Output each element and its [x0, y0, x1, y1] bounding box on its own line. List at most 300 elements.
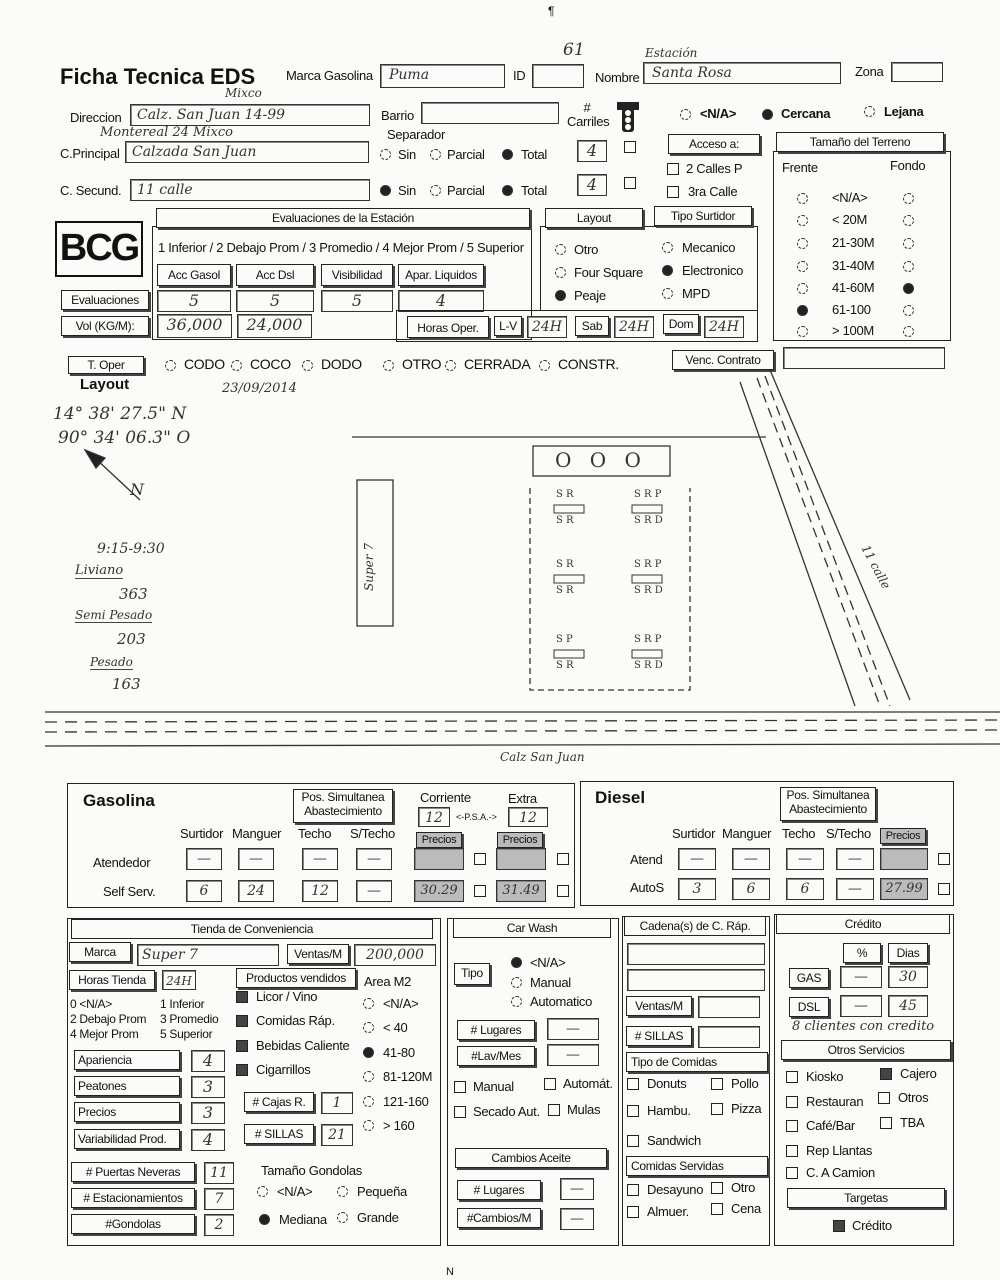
prox-cercana-label: Cercana: [781, 106, 831, 121]
eval-col-3: Apar. Liquidos: [398, 264, 484, 286]
pump-top-5: S R P: [634, 634, 662, 645]
rating-value-2[interactable]: 3: [191, 1102, 225, 1124]
toper-radio-5[interactable]: [539, 360, 550, 371]
rating-value-3[interactable]: 4: [191, 1129, 225, 1151]
cw-check-2[interactable]: [454, 1106, 466, 1118]
servicio-check-5[interactable]: [880, 1117, 892, 1129]
acceso-3ra-label: 3ra Calle: [688, 184, 738, 199]
toper-opt-2: DODO: [321, 356, 362, 372]
layout-radio-2[interactable]: [555, 290, 566, 301]
gas-self-1[interactable]: 24: [238, 880, 274, 902]
island-frame: [530, 488, 690, 690]
sab-label: Sab: [575, 316, 609, 336]
prox-na-label: <N/A>: [700, 106, 737, 121]
frente-radio-1[interactable]: [797, 215, 808, 226]
dsl-autos-1[interactable]: 6: [732, 878, 770, 900]
cw-label-0: <N/A>: [530, 955, 566, 970]
gas-corriente-field[interactable]: 12: [418, 807, 450, 827]
gas-col-1: Manguer: [232, 826, 282, 841]
cw-check-label-1: Automát.: [563, 1076, 613, 1091]
cambios-lugares-field[interactable]: —: [560, 1178, 594, 1200]
credito-dsl-pct[interactable]: —: [840, 995, 882, 1017]
gas-atend-2[interactable]: —: [302, 848, 338, 870]
serv-check-3[interactable]: [711, 1203, 723, 1215]
serv-check-0[interactable]: [627, 1184, 639, 1196]
rating-value-0[interactable]: 4: [191, 1050, 225, 1072]
tipo-label-0: Donuts: [647, 1076, 687, 1091]
product-label-1: Comidas Ráp.: [256, 1013, 335, 1028]
cw-check-label-0: Manual: [473, 1079, 514, 1094]
credito-gas-dias[interactable]: 30: [888, 966, 928, 988]
area-radio-5[interactable]: [363, 1120, 374, 1131]
product-label-0: Licor / Vino: [256, 989, 318, 1004]
tipo-check-3[interactable]: [711, 1103, 723, 1115]
tipo-check-1[interactable]: [711, 1078, 723, 1090]
tienda-marca-label: Marca: [69, 942, 131, 962]
pump-top-0: S R: [556, 489, 574, 500]
calz-label: Calz San Juan: [500, 750, 585, 764]
diesel-title: Diesel: [595, 788, 646, 807]
eval-value-2[interactable]: 5: [321, 290, 393, 312]
estac-label: # Estacionamientos: [71, 1188, 195, 1208]
area-label-0: <N/A>: [383, 996, 419, 1011]
tam-label-1: Pequeña: [357, 1184, 407, 1199]
cs-sin-label: Sin: [398, 183, 416, 198]
dsl-precios: Precios: [880, 828, 926, 844]
vol-dsl-field[interactable]: 24,000: [237, 314, 312, 338]
fondo-radio-6[interactable]: [903, 326, 914, 337]
barrio-field[interactable]: [421, 102, 559, 124]
nombre-note: Estación: [645, 46, 698, 60]
eval-value-3[interactable]: 4: [398, 290, 484, 312]
dsl-atend-3[interactable]: —: [836, 848, 874, 870]
cw-radio-1[interactable]: [511, 977, 522, 988]
servicio-check-7[interactable]: [786, 1167, 798, 1179]
dsl-autos-3[interactable]: —: [836, 878, 874, 900]
area-radio-1[interactable]: [363, 1022, 374, 1033]
tam-label-0: <N/A>: [277, 1184, 313, 1199]
tipo-check-2[interactable]: [627, 1105, 639, 1117]
layout-radio-1[interactable]: [555, 267, 566, 278]
cw-label-1: Manual: [530, 975, 571, 990]
sketch-lon: 90° 34' 06.3" O: [58, 428, 191, 448]
csecund-field[interactable]: 11 calle: [130, 179, 370, 201]
cadena-ventas-field[interactable]: [698, 996, 760, 1018]
servicio-check-0[interactable]: [786, 1071, 798, 1083]
toper-opt-5: CONSTR.: [558, 356, 619, 372]
csecund-label: C. Secund.: [60, 183, 122, 198]
gas-atend-chk-extra[interactable]: [557, 853, 569, 865]
contrato-label: Venc. Contrato: [672, 350, 774, 370]
cw-radio-0[interactable]: [511, 957, 522, 968]
brand-label: Marca Gasolina: [286, 68, 373, 83]
fondo-radio-0[interactable]: [903, 193, 914, 204]
cp-total-radio[interactable]: [502, 149, 513, 160]
gas-atend-price-extra[interactable]: [496, 848, 546, 870]
brand-field[interactable]: Puma: [380, 64, 505, 88]
dsl-autos-price[interactable]: 27.99: [880, 878, 928, 900]
servicio-label-2: Restauran: [806, 1094, 864, 1109]
terreno-fondo-label: Fondo: [890, 158, 926, 173]
gas-atend-price-corr[interactable]: [414, 848, 464, 870]
gas-extra-label: Extra: [508, 791, 537, 806]
bcg-logo: BCG: [55, 221, 143, 277]
dom-field[interactable]: 24H: [704, 316, 744, 338]
gas-atend-chk-corr[interactable]: [474, 853, 486, 865]
pump-bot-1: S R D: [634, 515, 663, 526]
product-check-1[interactable]: [236, 1015, 248, 1027]
puertas-label: # Puertas Neveras: [71, 1162, 195, 1182]
cadena-header: Cadena(s) de C. Ráp.: [624, 916, 766, 936]
cw-check-1[interactable]: [544, 1078, 556, 1090]
nombre-label: Nombre: [595, 70, 640, 85]
area-label-5: > 160: [383, 1118, 415, 1133]
toper-radio-0[interactable]: [165, 360, 176, 371]
pump-island-1: [632, 505, 662, 513]
carriles-label: # Carriles: [567, 100, 610, 129]
pump-top-1: S R P: [634, 489, 662, 500]
gas-col-0: Surtidor: [180, 826, 224, 841]
servicio-label-4: Café/Bar: [806, 1118, 855, 1133]
dsl-atend-chk[interactable]: [938, 853, 950, 865]
cw-check-0[interactable]: [454, 1081, 466, 1093]
road-11-center: [757, 378, 880, 706]
frente-radio-0[interactable]: [797, 193, 808, 204]
gas-self-price-corr[interactable]: 30.29: [414, 880, 464, 902]
acceso-2calles-label: 2 Calles P: [686, 161, 743, 176]
eval-header: Evaluaciones de la Estación: [156, 208, 530, 228]
gas-atend-0[interactable]: —: [186, 848, 222, 870]
prox-cercana-radio[interactable]: [762, 109, 773, 120]
direccion-field[interactable]: Calz. San Juan 14-99: [130, 104, 370, 126]
direccion-note: Mixco: [225, 86, 262, 100]
dsl-autos-chk[interactable]: [938, 883, 950, 895]
cw-check-label-2: Secado Aut.: [473, 1104, 540, 1119]
fondo-radio-5[interactable]: [903, 305, 914, 316]
surtidor-radio-2[interactable]: [662, 288, 673, 299]
product-check-2[interactable]: [236, 1040, 248, 1052]
cp-parcial-radio[interactable]: [430, 149, 441, 160]
gas-self-chk-extra[interactable]: [557, 885, 569, 897]
toper-opt-1: COCO: [250, 356, 291, 372]
gas-self-price-extra[interactable]: 31.49: [496, 880, 546, 902]
servicio-check-3[interactable]: [878, 1092, 890, 1104]
tipo-comidas-header: Tipo de Comidas: [626, 1052, 768, 1072]
terreno-size-1: < 20M: [832, 212, 867, 227]
serv-check-2[interactable]: [627, 1206, 639, 1218]
product-check-3[interactable]: [236, 1064, 248, 1076]
dsl-atend-2[interactable]: —: [786, 848, 824, 870]
servicio-check-2[interactable]: [786, 1096, 798, 1108]
pump-island-0: [554, 505, 584, 513]
servicio-label-3: Otros: [898, 1090, 929, 1105]
cw-label-2: Automatico: [530, 994, 593, 1009]
gas-col-2: Techo: [298, 826, 332, 841]
gas-pos-label: Pos. Simultanea Abastecimiento: [293, 789, 393, 823]
cadena-sillas-field[interactable]: [698, 1026, 760, 1048]
tipo-label-2: Hambu.: [647, 1103, 691, 1118]
eval-col-1: Acc Dsl: [236, 264, 314, 286]
servicio-label-5: TBA: [900, 1115, 925, 1130]
sillas-label: # SILLAS: [244, 1124, 314, 1144]
eval-row-label: Evaluaciones: [61, 290, 149, 310]
frente-radio-5[interactable]: [797, 305, 808, 316]
road-11-inner: [765, 376, 890, 706]
frente-radio-4[interactable]: [797, 283, 808, 294]
terreno-size-6: > 100M: [832, 323, 874, 338]
puertas-field[interactable]: 11: [204, 1162, 234, 1184]
nombre-field[interactable]: Santa Rosa: [643, 62, 841, 84]
credito-dsl-label: DSL: [789, 997, 829, 1017]
targetas-header: Targetas: [787, 1188, 945, 1208]
tipo-check-4[interactable]: [627, 1135, 639, 1147]
psa-label: <-P.S.A.->: [456, 812, 497, 822]
bottom-mark: N: [446, 1266, 454, 1278]
fondo-radio-1[interactable]: [903, 215, 914, 226]
eval-value-1[interactable]: 5: [236, 290, 314, 312]
gas-self-0[interactable]: 6: [186, 880, 222, 902]
gas-extra-field[interactable]: 12: [508, 807, 548, 827]
layout-opt-0: Otro: [574, 242, 599, 257]
fondo-radio-4[interactable]: [903, 283, 914, 294]
calz-center2: [45, 730, 1000, 732]
comidas-servidas-header: Comidas Servidas: [626, 1156, 768, 1176]
dsl-autos-0[interactable]: 3: [678, 878, 716, 900]
sab-field[interactable]: 24H: [614, 316, 654, 338]
pump-bot-2: S R: [556, 585, 574, 596]
tienda-marca-field[interactable]: Super 7: [137, 944, 279, 966]
dom-label: Dom: [663, 314, 699, 334]
area-radio-0[interactable]: [363, 998, 374, 1009]
dsl-atend-1[interactable]: —: [732, 848, 770, 870]
servicio-check-4[interactable]: [786, 1120, 798, 1132]
toper-opt-0: CODO: [184, 356, 225, 372]
acceso-3ra-check[interactable]: [667, 186, 679, 198]
cambios-header: Cambios Aceite: [455, 1148, 607, 1168]
cp-sin-radio[interactable]: [380, 149, 391, 160]
area-label-1: < 40: [383, 1020, 408, 1035]
cadena-ventas-label: Ventas/M: [626, 996, 692, 1016]
cs-sin-radio[interactable]: [380, 185, 391, 196]
surtidor-opt-0: Mecanico: [682, 240, 736, 255]
cw-check-label-3: Mulas: [567, 1102, 601, 1117]
cw-check-3[interactable]: [548, 1104, 560, 1116]
terreno-size-5: 61-100: [832, 302, 871, 317]
cs-parcial-label: Parcial: [447, 183, 485, 198]
tienda-header: Tienda de Conveniencia: [71, 919, 433, 939]
cs-parcial-radio[interactable]: [430, 185, 441, 196]
credito-opt-label: Crédito: [852, 1218, 892, 1233]
credito-opt-check[interactable]: [833, 1220, 845, 1232]
tam-radio-1[interactable]: [337, 1186, 348, 1197]
frente-radio-6[interactable]: [797, 326, 808, 337]
tienda-horas-label: Horas Tienda: [69, 970, 155, 990]
page-title: Ficha Tecnica EDS: [60, 64, 256, 89]
tienda-scale-2: 2 Debajo Prom: [70, 1012, 147, 1026]
eval-col-0: Acc Gasol: [157, 264, 231, 286]
sillas-field[interactable]: 21: [321, 1124, 353, 1146]
cw-radio-2[interactable]: [511, 996, 522, 1007]
sketch-date: 23/09/2014: [222, 381, 297, 396]
dsl-atend-price[interactable]: [880, 848, 928, 870]
cp-carriles-field[interactable]: 4: [577, 140, 607, 162]
frente-radio-3[interactable]: [797, 261, 808, 272]
cambios-count-field[interactable]: —: [560, 1208, 594, 1230]
tam-radio-0[interactable]: [257, 1186, 268, 1197]
terreno-size-3: 31-40M: [832, 258, 875, 273]
servicio-check-1[interactable]: [880, 1068, 892, 1080]
surtidor-radio-1[interactable]: [662, 265, 673, 276]
otros-servicios-header: Otros Servicios: [781, 1040, 951, 1060]
terreno-size-0: <N/A>: [832, 190, 868, 205]
zona-field[interactable]: [891, 62, 943, 82]
semi-label: Semi Pesado: [75, 608, 153, 622]
pesado-label: Pesado: [90, 655, 133, 669]
dsl-col-0: Surtidor: [672, 826, 716, 841]
dsl-autos-2[interactable]: 6: [786, 878, 824, 900]
dsl-atend-0[interactable]: —: [678, 848, 716, 870]
credito-gas-pct[interactable]: —: [840, 966, 882, 988]
cs-carriles-field[interactable]: 4: [577, 174, 607, 196]
id-label: ID: [513, 68, 526, 83]
layout-opt-2: Peaje: [574, 288, 606, 303]
pump-island-2: [554, 575, 584, 583]
layout-radio-0[interactable]: [555, 244, 566, 255]
north-arrowhead: [85, 450, 105, 468]
cadena-name1[interactable]: [627, 943, 765, 965]
gas-atend-3[interactable]: —: [356, 848, 392, 870]
cw-lugares-field[interactable]: —: [547, 1018, 599, 1040]
tipo-label-3: Pizza: [731, 1101, 762, 1116]
cambios-count-label: #Cambios/M: [457, 1208, 541, 1228]
id-field[interactable]: [532, 64, 584, 88]
horas-label: Horas Oper.: [407, 316, 489, 338]
toper-radio-4[interactable]: [445, 360, 456, 371]
toper-label: T. Oper: [68, 356, 144, 374]
tienda-scale-5: 5 Superior: [160, 1027, 213, 1041]
acceso-2calles-check[interactable]: [667, 163, 679, 175]
dsl-autos-label: AutoS: [630, 880, 664, 895]
cprincipal-field[interactable]: Calzada San Juan: [125, 141, 369, 163]
area-header: Area M2: [364, 974, 412, 989]
toper-radio-1[interactable]: [231, 360, 242, 371]
traffic-light-icon: [617, 102, 639, 134]
cp-total-label: Total: [521, 147, 547, 162]
pump-bot-0: S R: [556, 515, 574, 526]
sketch-lat: 14° 38' 27.5" N: [53, 404, 187, 424]
acceso-header: Acceso a:: [668, 134, 760, 154]
estac-field[interactable]: 7: [204, 1188, 234, 1210]
product-check-0[interactable]: [236, 991, 248, 1003]
servicio-check-6[interactable]: [786, 1145, 798, 1157]
tienda-ventas-field[interactable]: 200,000: [354, 944, 436, 966]
prox-na-radio[interactable]: [680, 109, 691, 120]
toper-radio-2[interactable]: [302, 360, 313, 371]
tienda-horas-field[interactable]: 24H: [162, 970, 196, 990]
frente-radio-2[interactable]: [797, 238, 808, 249]
tipo-label-4: Sandwich: [647, 1133, 701, 1148]
area-label-4: 121-160: [383, 1094, 429, 1109]
serv-label-0: Desayuno: [647, 1182, 704, 1197]
area-radio-3[interactable]: [363, 1071, 374, 1082]
pump-bot-4: S R: [556, 660, 574, 671]
tam-label-3: Grande: [357, 1210, 399, 1225]
cs-total-radio[interactable]: [502, 185, 513, 196]
product-label-2: Bebidas Caliente: [256, 1038, 350, 1053]
gondolas-field[interactable]: 2: [204, 1214, 234, 1236]
pesado-count: 163: [112, 675, 141, 693]
surtidor-radio-0[interactable]: [662, 242, 673, 253]
calz-center1: [45, 720, 1000, 722]
cadena-sillas-label: # SILLAS: [626, 1026, 692, 1046]
tam-radio-3[interactable]: [337, 1212, 348, 1223]
lv-field[interactable]: 24H: [527, 316, 567, 338]
tienda-scale-3: 3 Promedio: [160, 1012, 219, 1026]
eval-col-2: Visibilidad: [321, 264, 393, 286]
product-label-3: Cigarrillos: [256, 1062, 311, 1077]
vol-gas-field[interactable]: 36,000: [157, 314, 232, 338]
pump-top-3: S R P: [634, 559, 662, 570]
semi-count: 203: [117, 630, 146, 648]
north-label: N: [130, 480, 144, 499]
gas-self-chk-corr[interactable]: [474, 885, 486, 897]
cadena-name2[interactable]: [627, 969, 765, 991]
cw-lav-field[interactable]: —: [547, 1044, 599, 1066]
cajas-field[interactable]: 1: [321, 1092, 353, 1114]
cs-total-label: Total: [521, 183, 547, 198]
gondolas-label: #Gondolas: [71, 1214, 195, 1234]
layout-header: Layout: [545, 208, 643, 228]
gas-corriente-label: Corriente: [420, 790, 471, 805]
sketch-time: 9:15-9:30: [97, 541, 165, 557]
cs-check[interactable]: [624, 177, 636, 189]
prox-lejana-radio[interactable]: [864, 106, 875, 117]
gas-self-2[interactable]: 12: [302, 880, 338, 902]
cp-parcial-label: Parcial: [447, 147, 485, 162]
area-label-3: 81-120M: [383, 1069, 433, 1084]
carwash-tipo-label: Tipo: [454, 963, 490, 985]
fondo-radio-2[interactable]: [903, 238, 914, 249]
tipo-check-0[interactable]: [627, 1078, 639, 1090]
productos-header: Productos vendidos: [236, 968, 356, 988]
contrato-field[interactable]: [783, 347, 945, 369]
gas-atend-1[interactable]: —: [238, 848, 274, 870]
credito-pct-label: %: [843, 943, 881, 963]
servicio-label-6: Rep Llantas: [806, 1143, 873, 1158]
toper-radio-3[interactable]: [383, 360, 394, 371]
tam-radio-2[interactable]: [259, 1214, 270, 1225]
road-11-right: [770, 370, 910, 700]
toper-opt-4: CERRADA: [464, 356, 531, 372]
cp-sin-label: Sin: [398, 147, 416, 162]
serv-check-1[interactable]: [711, 1182, 723, 1194]
cp-check[interactable]: [624, 141, 636, 153]
terreno-size-4: 41-60M: [832, 280, 875, 295]
area-radio-4[interactable]: [363, 1096, 374, 1107]
eval-value-0[interactable]: 5: [157, 290, 231, 312]
rating-value-1[interactable]: 3: [191, 1076, 225, 1098]
rating-label-0: Apariencia: [74, 1050, 180, 1070]
credito-note: 8 clientes con credito: [792, 1019, 935, 1034]
id-value: 61: [563, 40, 585, 60]
carwash-header: Car Wash: [453, 918, 611, 938]
area-radio-2[interactable]: [363, 1047, 374, 1058]
credito-dsl-dias[interactable]: 45: [888, 995, 928, 1017]
fondo-radio-3[interactable]: [903, 261, 914, 272]
rating-label-3: Variabilidad Prod.: [74, 1129, 180, 1149]
gas-self-3[interactable]: —: [356, 880, 392, 902]
cajas-label: # Cajas R.: [244, 1092, 314, 1112]
